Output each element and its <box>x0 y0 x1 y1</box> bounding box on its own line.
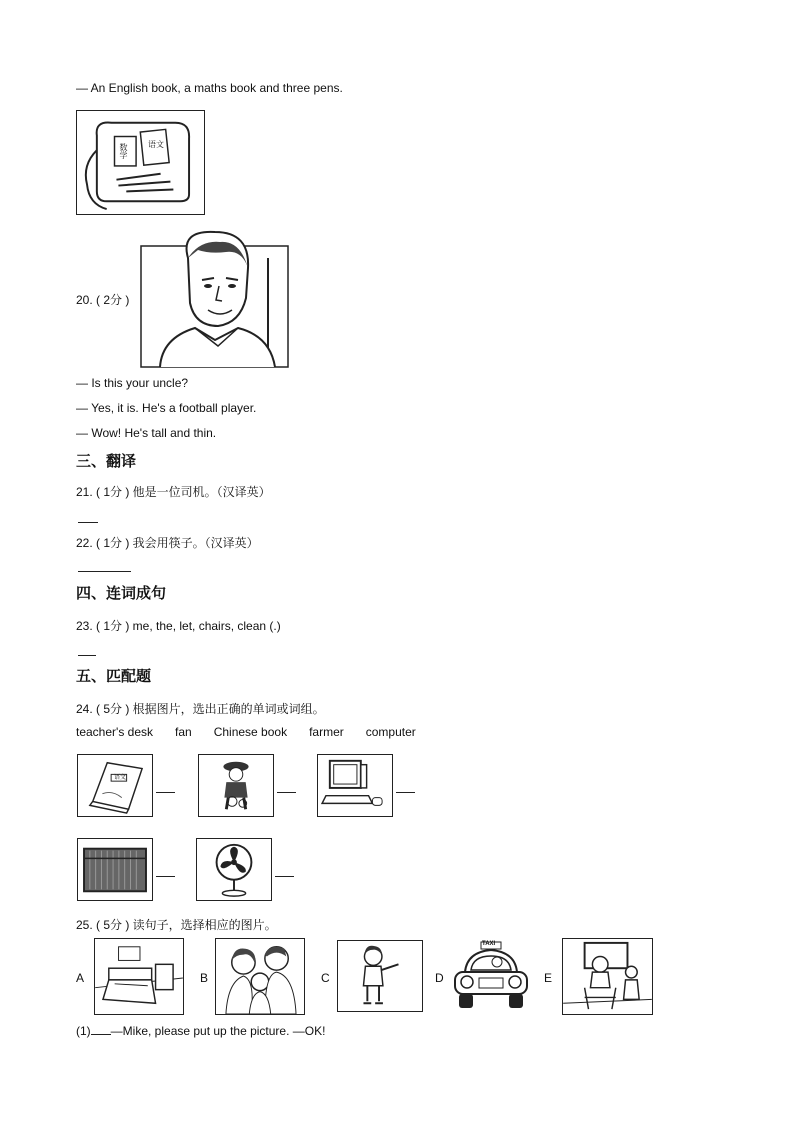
bedroom-image <box>94 938 184 1015</box>
q25-text: 25. ( 5分 ) 读句子，选择相应的图片。 <box>76 918 277 932</box>
fan-image <box>196 838 272 901</box>
q24-blank-3[interactable] <box>396 792 415 793</box>
q25-option-a-label: A <box>76 971 85 985</box>
q24-blank-2[interactable] <box>277 792 296 793</box>
q21-text: 21. ( 1分 ) 他是一位司机。（汉译英） <box>76 485 271 499</box>
book-cover-label: 语文 <box>114 775 127 781</box>
q20-line-3: — Wow! He's tall and thin. <box>76 426 217 440</box>
q22-answer-blank[interactable] <box>78 571 131 572</box>
q25-sub1-blank[interactable] <box>91 1024 111 1035</box>
family-image <box>215 938 305 1015</box>
q23-answer-blank[interactable] <box>78 655 96 656</box>
q21-answer-blank[interactable] <box>78 522 98 523</box>
word-teachers-desk: teacher's desk <box>76 725 153 739</box>
farmer-image <box>198 754 274 817</box>
taxi-image <box>451 938 531 1014</box>
q24-blank-5[interactable] <box>275 876 294 877</box>
q24-blank-4[interactable] <box>156 876 175 877</box>
q20-header: 20. ( 2分 ) <box>76 293 130 307</box>
q25-option-c-label: C <box>321 971 330 985</box>
boy-pointing-image <box>337 940 423 1012</box>
uncle-image <box>140 228 289 368</box>
q19-answer: — An English book, a maths book and three pens. <box>76 81 343 95</box>
word-fan: fan <box>175 725 192 739</box>
schoolbag-image <box>76 110 205 215</box>
q25-sub1-number: (1) <box>76 1024 91 1038</box>
bag-book2-label: 语文 <box>148 140 164 149</box>
taxi-sign-label: TAXI <box>482 941 496 947</box>
computer-image <box>317 754 393 817</box>
word-chinese-book: Chinese book <box>213 725 288 739</box>
q23-text: 23. ( 1分 ) me, the, let, chairs, clean (.) <box>76 619 281 633</box>
section-3-title: 三、翻译 <box>76 452 137 470</box>
picture-hanging-image <box>562 938 653 1015</box>
chinese-book-image <box>77 754 153 817</box>
q25-option-b-label: B <box>200 971 209 985</box>
word-computer: computer <box>365 725 416 739</box>
q25-sub1 <box>76 1024 325 1038</box>
q24-blank-1[interactable] <box>156 792 175 793</box>
section-4-title: 四、连词成句 <box>76 584 167 602</box>
q20-line-1: — Is this your uncle? <box>76 376 189 390</box>
q20-line-2: — Yes, it is. He's a football player. <box>76 401 257 415</box>
q22-text: 22. ( 1分 ) 我会用筷子。（汉译英） <box>76 536 259 550</box>
bag-book1-label: 数学 <box>119 143 128 159</box>
q25-option-e-label: E <box>544 971 553 985</box>
section-5-title: 五、匹配题 <box>76 667 152 685</box>
q25-sub1-sentence: —Mike, please put up the picture. —OK! <box>110 1024 326 1038</box>
q25-option-d-label: D <box>435 971 444 985</box>
q24-word-bank <box>76 725 438 739</box>
q24-text: 24. ( 5分 ) 根据图片，选出正确的单词或词组。 <box>76 702 325 716</box>
teachers-desk-image <box>77 838 153 901</box>
word-farmer: farmer <box>309 725 344 739</box>
